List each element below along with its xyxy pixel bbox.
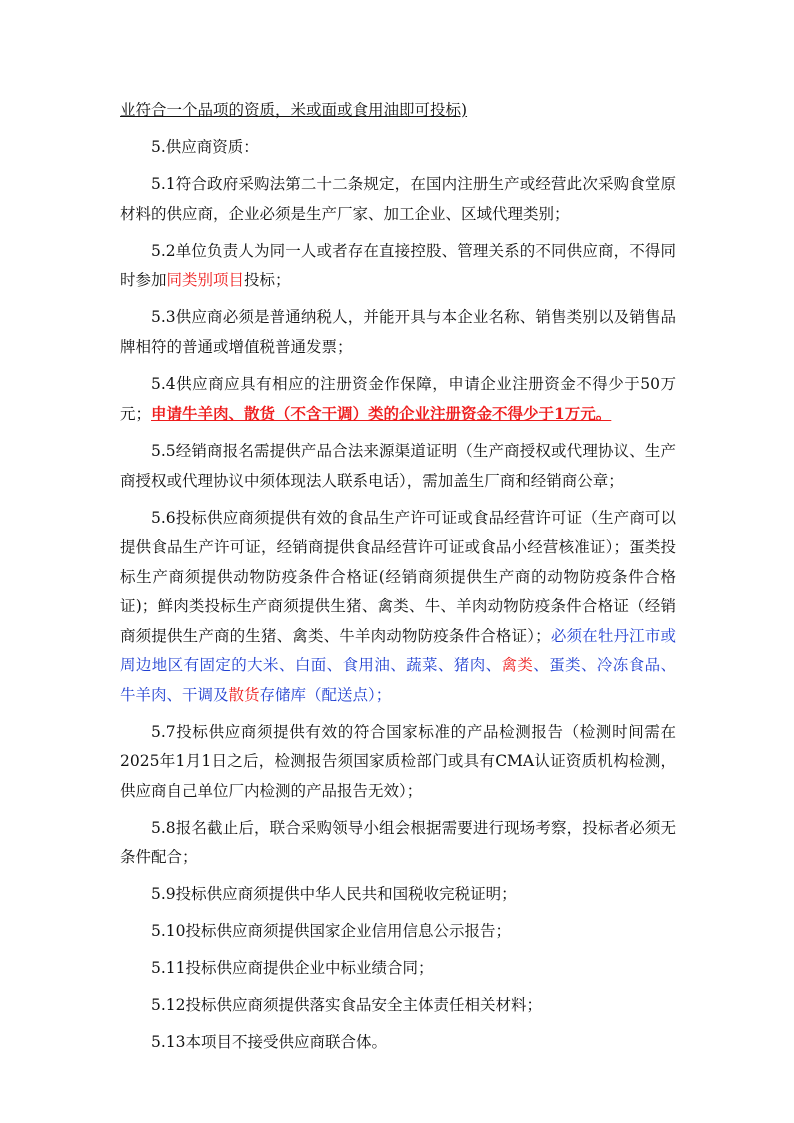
section-heading-supplier-qualification: 5.供应商资质：	[151, 138, 259, 156]
clause-5-2	[120, 237, 676, 296]
clause-5-8: 5.8报名截止后，联合采购领导小组会根据需要进行现场考察，投标者必须无条件配合；	[120, 818, 676, 866]
paragraph-continuation: 业符合一个品项的资质，米或面或食用油即可投标)	[120, 101, 468, 119]
clause-5-13: 5.13本项目不接受供应商联合体。	[151, 1033, 388, 1051]
clause-5-2-end: 投标；	[244, 271, 291, 289]
document-body	[120, 96, 676, 1065]
clause-5-9: 5.9投标供应商须提供中华人民共和国税收完税证明；	[151, 885, 517, 903]
clause-5-6-blue-c: 存储库（配送点）；	[259, 685, 392, 704]
clause-5-12: 5.12投标供应商须提供落实食品安全主体责任相关材料；	[151, 996, 543, 1014]
clause-5-6-blue-a: 必须在牡丹江市或周边地区有固定的大米、白面、食用油、蔬菜、猪肉、	[120, 626, 676, 674]
clause-5-7: 5.7投标供应商须提供有效的符合国家标准的产品检测报告（检测时间需在2025年1月1日之后，检测报告须国家质检部门或具有CMA认证资质机构检测，供应商自己单位厂内检测的产品报告无效）；	[120, 722, 676, 800]
clause-5-6-blue-b: 、蛋类、冷冻食品、牛羊肉、干调及	[120, 656, 676, 704]
clause-5-2-highlight: 同类别项目	[166, 271, 245, 289]
clause-5-6-red-a: 禽类	[501, 656, 534, 674]
clause-5-3: 5.3供应商必须是普通纳税人，并能开具与本企业名称、销售类别以及销售品牌相符的普通或增值税普通发票；	[120, 308, 676, 356]
clause-5-11: 5.11投标供应商提供企业中标业绩合同；	[151, 959, 434, 977]
clause-5-4	[120, 370, 676, 430]
clause-5-4-text: 5.4供应商应具有相应的注册资金作保障，申请企业注册资金不得少于50万元；	[120, 374, 676, 423]
clause-5-4-highlight: 申请牛羊肉、散货（不含干调）类的企业注册资金不得少于1万元。	[151, 404, 612, 423]
clause-5-5: 5.5经销商报名需提供产品合法来源渠道证明（生产商授权或代理协议、生产商授权或代理协议中须体现法人联系电话），需加盖生厂商和经销商公章；	[120, 442, 676, 490]
clause-5-1: 5.1符合政府采购法第二十二条规定，在国内注册生产或经营此次采购食堂原材料的供应商，企业必须是生产厂家、加工企业、区域代理类别；	[120, 175, 676, 223]
clause-5-2-text: 5.2单位负责人为同一人或者存在直接控股、管理关系的不同供应商，不得同时参加	[120, 241, 676, 289]
clause-5-10: 5.10投标供应商须提供国家企业信用信息公示报告；	[151, 922, 512, 940]
clause-5-6	[120, 504, 676, 711]
clause-5-6-red-b: 散货	[228, 685, 260, 704]
clause-5-6-text: 5.6投标供应商须提供有效的食品生产许可证或食品经营许可证（生产商可以提供食品生产许可证，经销商提供食品经营许可证或食品小经营核准证）；蛋类投标生产商须提供动物防疫条件合格证(经销商须提供生产商的动物防疫条件合格证)；鲜肉类投标生产商须提供生猪、禽类、牛、羊肉动物防疫条件合格证（经销商须提供生产商的生猪、禽类、牛羊肉动物防疫条件合格证）；	[120, 508, 676, 645]
